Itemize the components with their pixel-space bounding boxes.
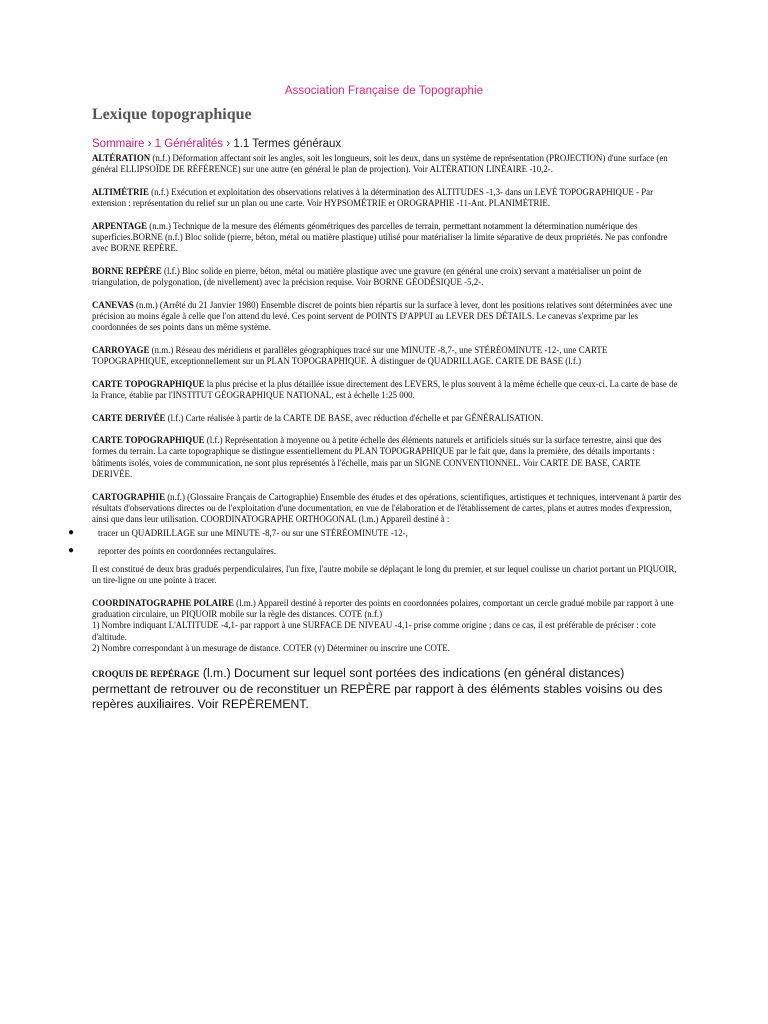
breadcrumb-separator: › [226, 138, 231, 150]
paragraph: Il est constitué de deux bras gradués perpendiculaires, l'un fixe, l'autre mobile se déplaçant le long du premier, et sur lequel coulisse un chariot portant un PIQUOIR, un tire-ligne ou une pointe à tracer. [92, 563, 677, 586]
entry [92, 492, 682, 526]
breadcrumb-separator: › [147, 138, 152, 150]
entry-definition: (l.m.) Document sur lequel sont portées des indications (en général distances) permettant de retrouver ou de reconstituer un REPÈRE par rapport à des éléments stables voisins ou des repères auxiliaires. Voir REPÈREMENT. [92, 665, 663, 711]
entry-definition: (n.m.) Technique de la mesure des éléments géométriques des parcelles de terrain, permettant notamment la détermination numérique des superficies.BORNE (n.f.) Bloc solide (pierre, béton, métal ou matière plastique) utilisé pour matérialiser la limite séparative de deux propriétés. Ne pas confondre avec BORNE REPÈRE. [92, 220, 668, 254]
bullet-icon: ● [68, 526, 75, 538]
breadcrumb-link-generalites[interactable]: 1 Généralités [154, 138, 224, 150]
entry-term: BORNE REPÈRE [92, 265, 162, 276]
entry [92, 153, 682, 176]
entry-definition: (n.f.) (Glossaire Français de Cartographie) Ensemble des études et des opérations, scientifiques, artistiques et techniques, intervenant à partir des résultats d'observations directes ou de l'exploitation d'une documentation, en vue de l'élaboration et de l'établissement de cartes, plans et autres modes d'expression, ainsi que dans leur utilisation. COORDINATOGRAPHE ORTHOGONAL (l.m.) Appareil destiné à : [92, 491, 682, 525]
breadcrumb-link-sommaire[interactable]: Sommaire [92, 138, 145, 150]
entry-term: CARROYAGE [92, 344, 150, 355]
breadcrumb-current: 1.1 Termes généraux [233, 138, 342, 150]
entry-definition: (l.f.) Carte réalisée à partir de la CARTE DE BASE, avec réduction d'échelle et par GÉNÉRALISATION. [165, 412, 544, 423]
bullet-icon: ● [68, 544, 75, 556]
entry [92, 413, 682, 424]
lexicon-content [68, 153, 682, 723]
entry-definition: (l.f.) Bloc solide en pierre, béton, métal ou matière plastique avec une gravure (en général une croix) servant a matérialiser un point de triangulation, de polygonation, (de nivellement) avec la précision requise. Voir BORNE GÉODÉSIQUE -5,2-. [92, 265, 642, 288]
entry-term: CARTE DERIVÉE [92, 412, 166, 423]
entry [92, 435, 682, 481]
entry-term: CARTOGRAPHIE [92, 491, 165, 502]
entry [92, 266, 682, 289]
entry-line: 2) Nombre correspondant à un mesurage de distance. COTER (v) Déterminer ou inscrire une COTE. [92, 643, 450, 654]
entry-term: CROQUIS DE REPÉRAGE [92, 668, 200, 679]
list-item [68, 526, 682, 539]
entry-term: ALTÉRATION [92, 153, 151, 163]
entry-definition: la plus précise et la plus détaillée issue directement des LEVERS, le plus souvent à la même échelle que ceux-ci. La carte de base de la France, établie par l'INSTITUT GÉOGRAPHIQUE NATIONAL, est à échelle 1:25 000. [92, 378, 678, 401]
entry-term: ALTIMÉTRIE [92, 186, 149, 197]
entry-definition: (l.m.) Appareil destiné à reporter des points en coordonnées polaires, comportant un cercle gradué mobile par rapport à une graduation circulaire, un PIQUOIR mobile sur la règle des distances. COTE (n.f.) [92, 597, 674, 619]
entry-definition: (l.f.) Représentation à moyenne ou à petite échelle des éléments naturels et artificiels situés sur la surface terrestre, ainsi que des formes du terrain. La carte topographique se distingue essentiellement du PLAN TOPOGRAPHIQUE par le fait que, dans la première, des détails importants : bâtiments isolés, voies de communication, ne sont plus représentés à l'échelle, mais par un SIGNE CONVENTIONNEL. Voir CARTE DE BASE, CARTE DERIVÉE. [92, 434, 662, 480]
breadcrumb [92, 138, 341, 150]
entry-definition: (n.f.) Déformation affectant soit les angles, soit les longueurs, soit les deux, dans un système de représentation (PROJECTION) d'une surface (en général ELLIPSOÏDE DE RÉFÉRENCE) sur une autre (en général le plan de projection). Voir ALTÉRATION LINÉAIRE -10,2-. [92, 153, 668, 175]
entry-line: 1) Nombre indiquant L'ALTITUDE -4,1- par rapport à une SURFACE DE NIVEAU -4,1- prise comme origine ; dans ce cas, il est préférable de préciser : cote d'altitude. [92, 620, 656, 642]
entry-definition: (n.m.) Réseau des méridiens et parallèles géographiques tracé sur une MINUTE -8,7-, une STÉRÉOMINUTE -12-, une CARTE TOPOGRAPHIQUE, exceptionnellement sur un PLAN TOPOGRAPHIQUE. À distinguer de QUADRILLAGE. CARTE DE BASE (l.f.) [92, 344, 608, 367]
entry-definition: (n.m.) (Arrêté du 21 Janvier 1980) Ensemble discret de points bien répartis sur la surface à lever, dont les positions relatives sont déterminées avec une précision au moins égale à celle que l'on attend du levé. Ces point servent de POINTS D'APPUI au LEVER DES DÉTAILS. Le canevas s'exprime par les coordonnées de ses points dans un même système. [92, 299, 673, 333]
entry-term: CARTE TOPOGRAPHIQUE [92, 378, 205, 389]
entry-definition: (n.f.) Exécution et exploitation des observations relatives à la détermination des ALTITUDES -1,3- dans un LEVÉ TOPOGRAPHIQUE - Par extension : représentation du relief sur un plan ou une carte. Voir HYPSOMÉTRIE et OROGRAPHIE -11-Ant. PLANIMÉTRIE. [92, 186, 654, 209]
entry [92, 598, 682, 621]
entry-term: ARPENTAGE [92, 220, 148, 231]
entry [92, 345, 682, 368]
entry [92, 300, 682, 334]
entry [92, 221, 682, 255]
list-item-text: reporter des points en coordonnées rectangulaires. [98, 545, 276, 556]
entry [92, 666, 682, 712]
entry [92, 187, 682, 210]
entry-term: CARTE TOPOGRAPHIQUE [92, 434, 205, 445]
list-item [68, 544, 682, 557]
page-title: Lexique topographique [92, 106, 252, 123]
entry-term: COORDINATOGRAPHE POLAIRE [92, 597, 234, 608]
association-name: Association Française de Topographie [284, 85, 484, 97]
entry [92, 379, 682, 402]
list-item-text: tracer un QUADRILLAGE sur une MINUTE -8,7- ou sur une STÉRÉOMINUTE -12-, [98, 527, 408, 538]
entry-term: CANEVAS [92, 299, 134, 310]
